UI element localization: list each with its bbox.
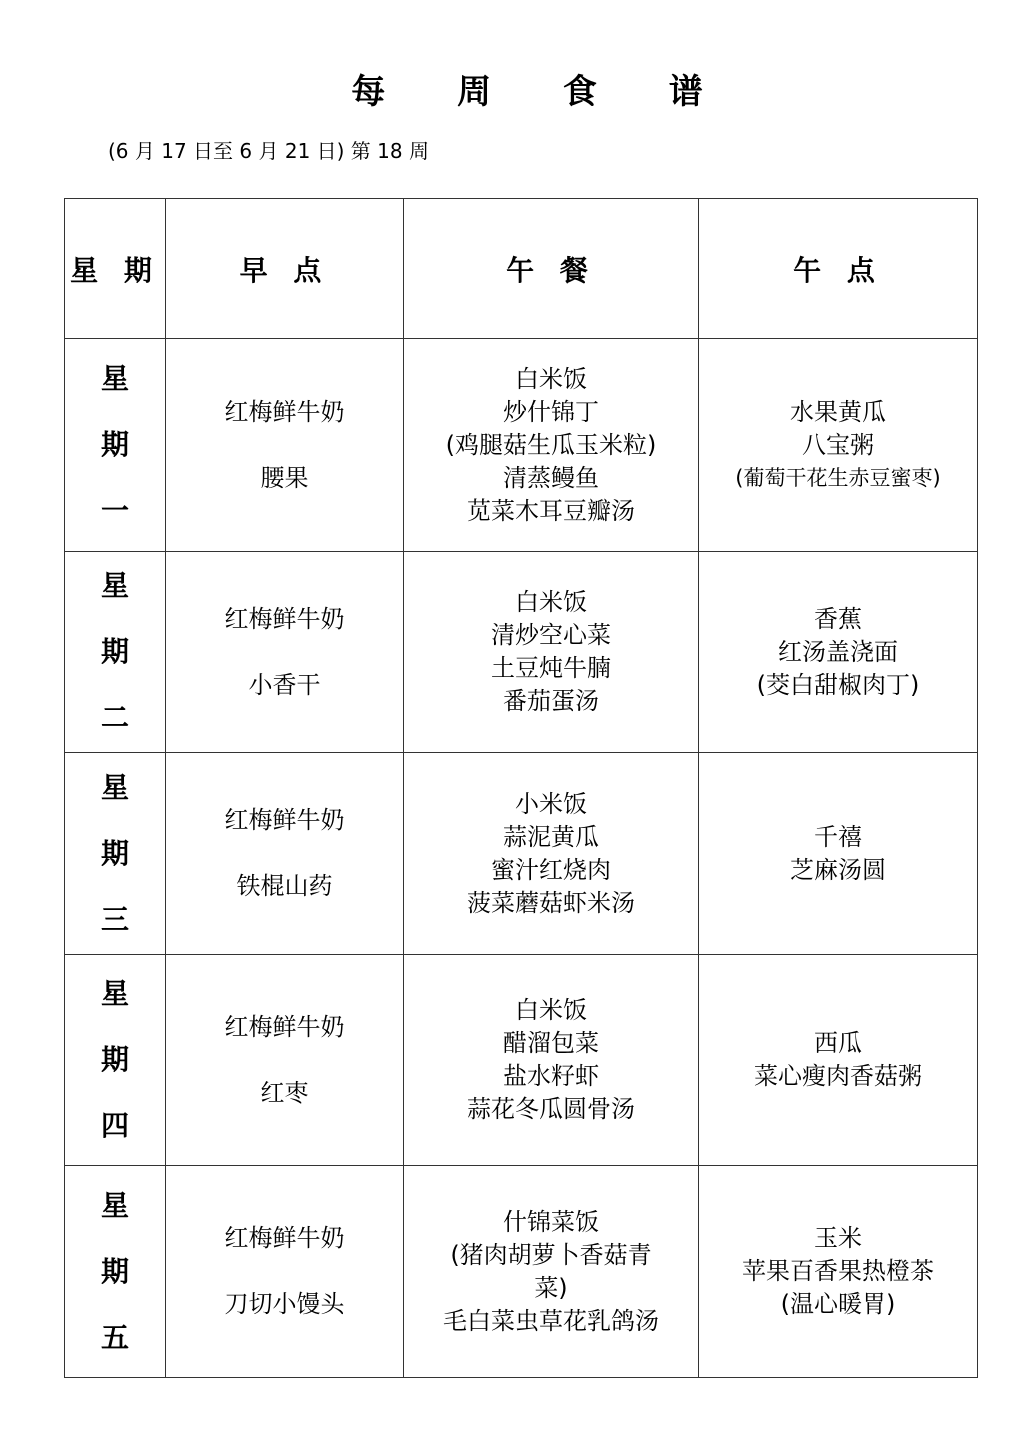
table-row xyxy=(65,753,978,955)
breakfast-cell: 红梅鲜牛奶 腰果 xyxy=(166,339,404,552)
lunch-cell: 白米饭 炒什锦丁 (鸡腿菇生瓜玉米粒) 清蒸鳗鱼 苋菜木耳豆瓣汤 xyxy=(404,339,699,552)
day-cell: 星 期 三 xyxy=(65,753,166,955)
day-cell: 星 期 四 xyxy=(65,955,166,1166)
date-range: (6 月 17 日至 6 月 21 日) 第 18 周 xyxy=(108,139,429,163)
breakfast-cell: 红梅鲜牛奶 刀切小馒头 xyxy=(166,1166,404,1378)
menu-table xyxy=(64,198,978,1378)
snack-cell: 千禧 芝麻汤圆 xyxy=(699,753,978,955)
snack-cell: 玉米 苹果百香果热橙茶 (温心暖胃) xyxy=(699,1166,978,1378)
lunch-cell: 白米饭 醋溜包菜 盐水籽虾 蒜花冬瓜圆骨汤 xyxy=(404,955,699,1166)
table-row xyxy=(65,339,978,552)
day-cell: 星 期 二 xyxy=(65,552,166,753)
breakfast-cell: 红梅鲜牛奶 铁棍山药 xyxy=(166,753,404,955)
header-breakfast: 早 点 xyxy=(166,199,404,339)
page-title: 每 周 食 谱 xyxy=(351,72,733,112)
snack-cell: 香蕉 红汤盖浇面 (茭白甜椒肉丁) xyxy=(699,552,978,753)
table-row xyxy=(65,552,978,753)
day-cell: 星 期 五 xyxy=(65,1166,166,1378)
header-snack: 午 点 xyxy=(699,199,978,339)
lunch-cell: 小米饭 蒜泥黄瓜 蜜汁红烧肉 菠菜蘑菇虾米汤 xyxy=(404,753,699,955)
lunch-cell: 什锦菜饭 (猪肉胡萝卜香菇青 菜) 毛白菜虫草花乳鸽汤 xyxy=(404,1166,699,1378)
breakfast-cell: 红梅鲜牛奶 小香干 xyxy=(166,552,404,753)
header-row xyxy=(65,199,978,339)
lunch-cell: 白米饭 清炒空心菜 土豆炖牛腩 番茄蛋汤 xyxy=(404,552,699,753)
breakfast-cell: 红梅鲜牛奶 红枣 xyxy=(166,955,404,1166)
day-cell: 星 期 一 xyxy=(65,339,166,552)
table-row xyxy=(65,955,978,1166)
header-day: 星 期 xyxy=(65,199,166,339)
snack-cell: 水果黄瓜 八宝粥 (葡萄干花生赤豆蜜枣) xyxy=(699,339,978,552)
table-row xyxy=(65,1166,978,1378)
header-lunch: 午 餐 xyxy=(404,199,699,339)
snack-cell: 西瓜 菜心瘦肉香菇粥 xyxy=(699,955,978,1166)
